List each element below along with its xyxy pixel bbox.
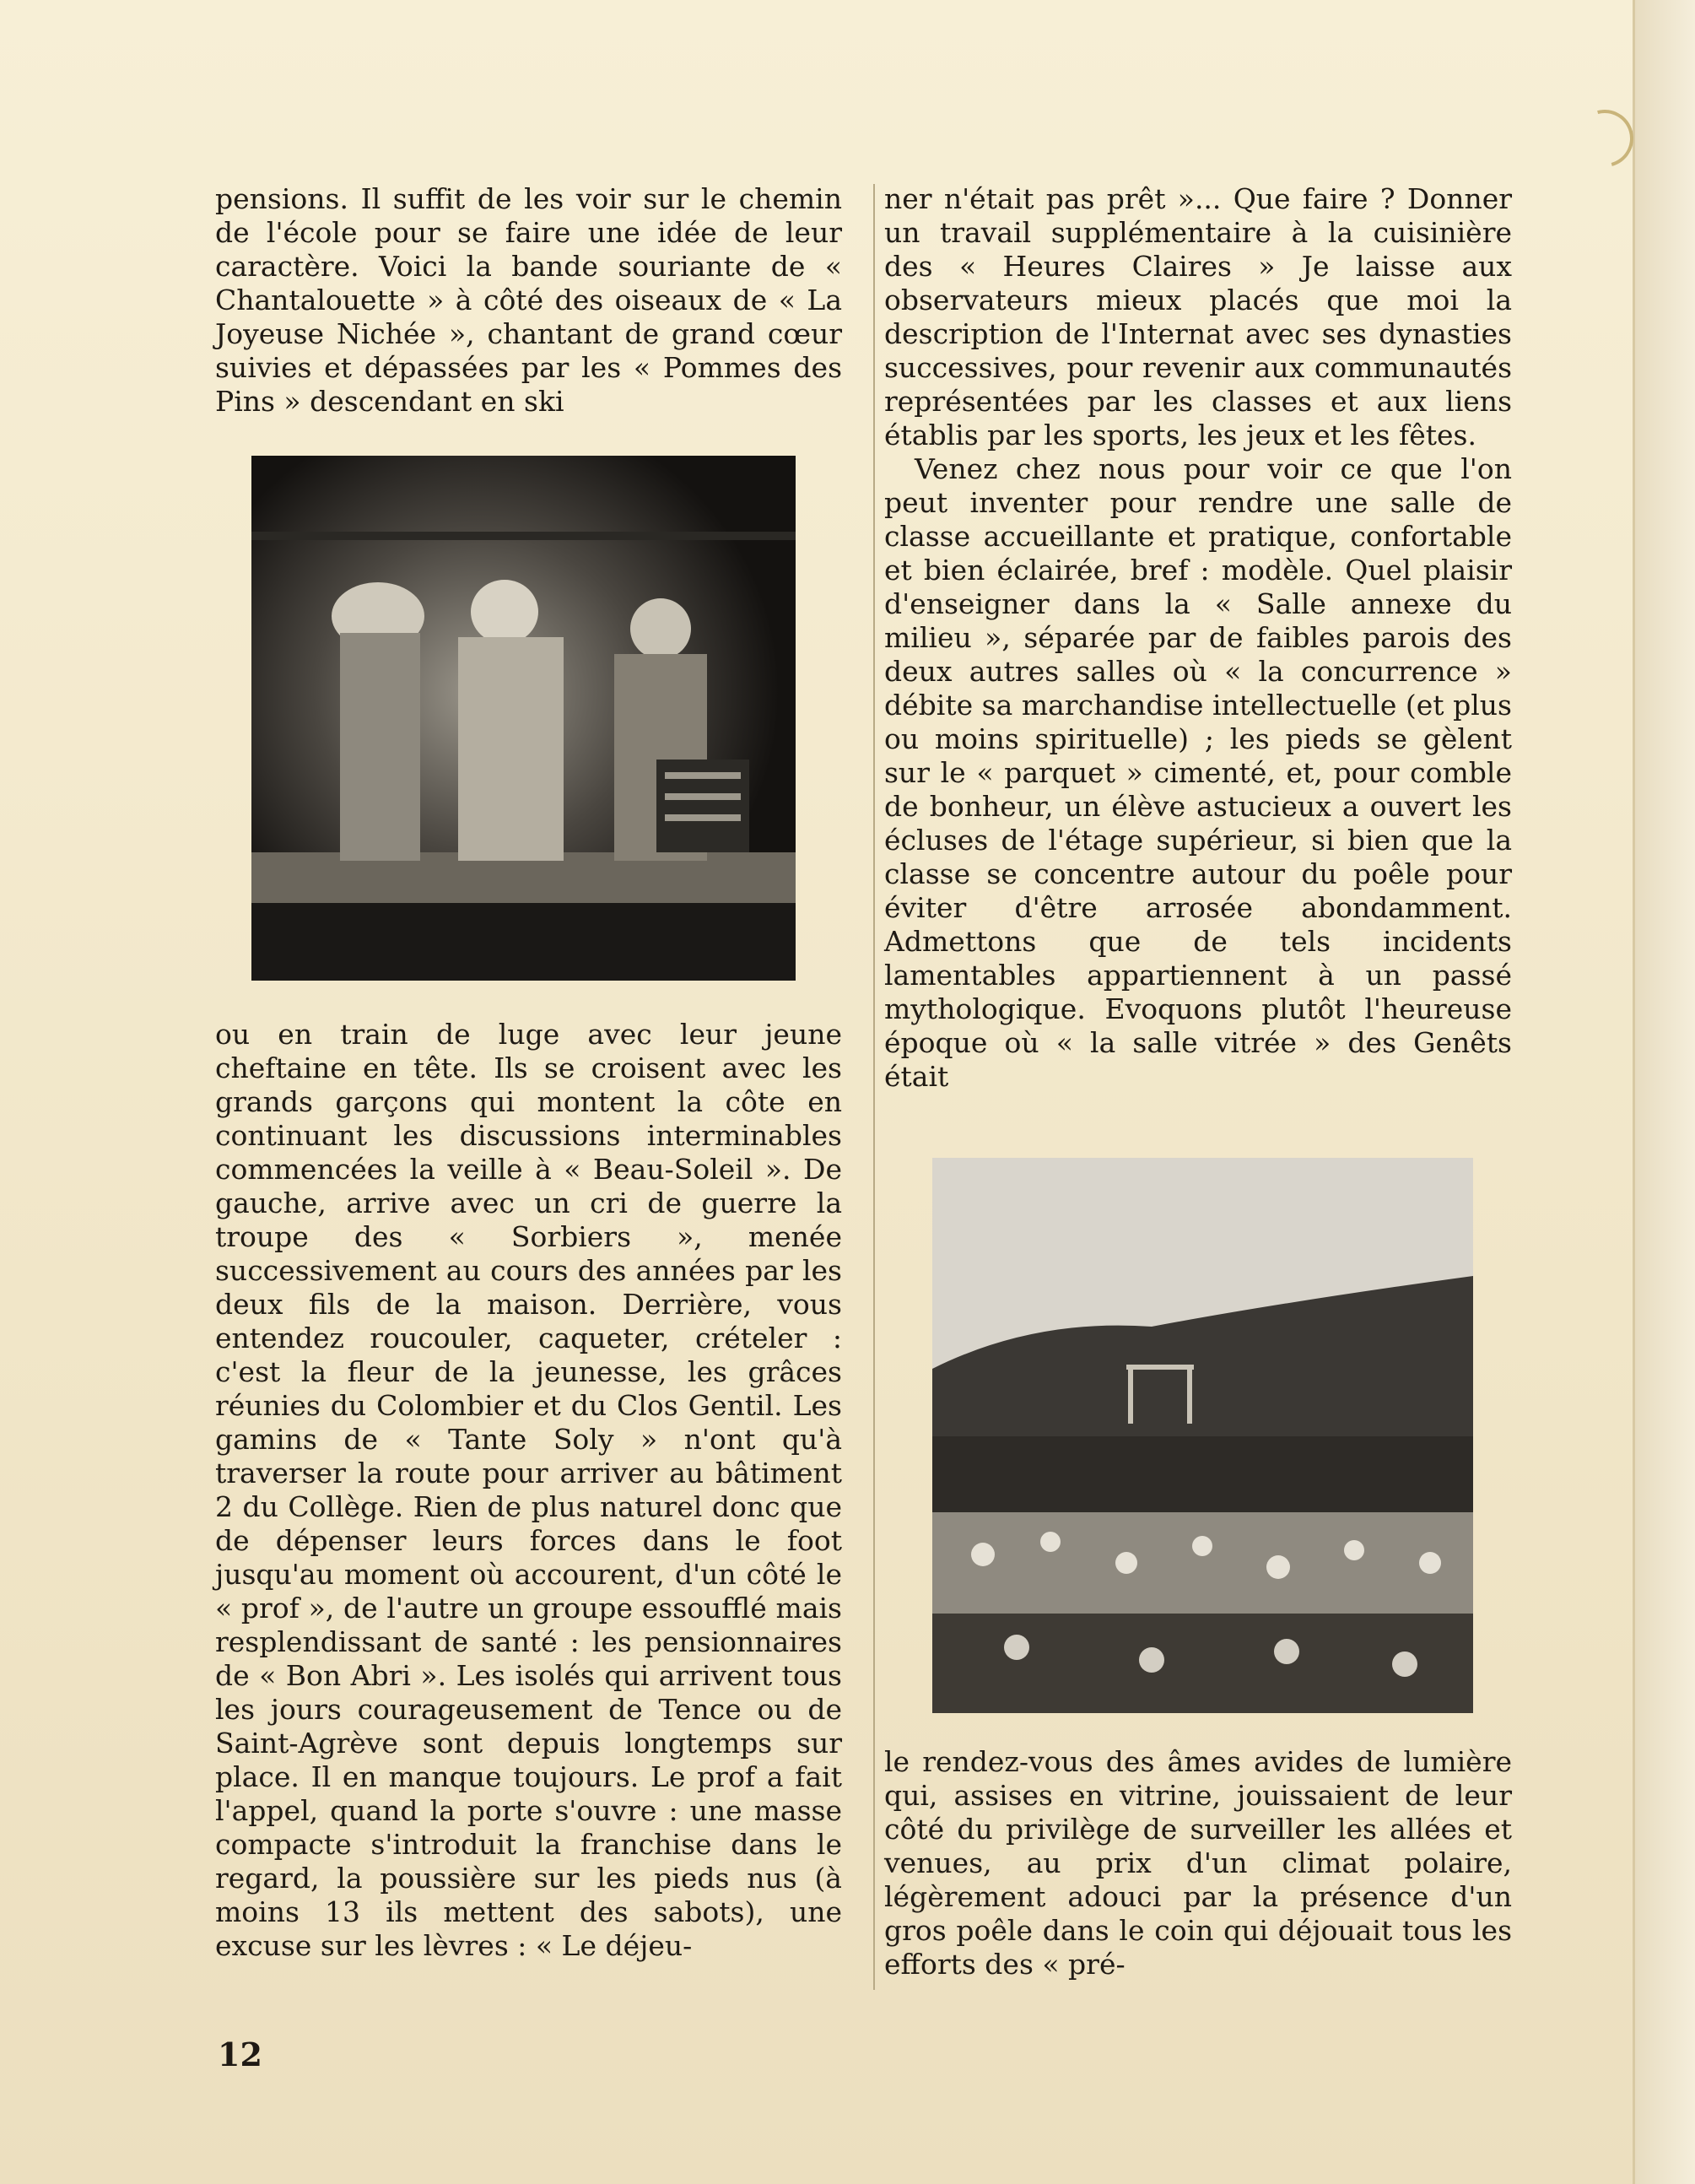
right-column-top-text xyxy=(884,182,1512,1094)
right-bottom-paragraph: le rendez-vous des âmes avides de lumière qui, assises en vitrine, jouissaient de leur côté du privilège de surveiller les allées et venues, au prix d'un climat polaire, légèrement adouci par la présence d'un gros poêle dans le coin qui déjouait tous les efforts des « pré- xyxy=(884,1745,1512,1981)
stage-photo-image xyxy=(251,456,796,981)
left-bottom-paragraph: ou en train de luge avec leur jeune cheftaine en tête. Ils se croisent avec les grands garçons qui montent la côte en continuant les discussions interminables commencées la veille à « Beau-Soleil ». De gauche, arrive avec un cri de guerre la troupe des « Sorbiers », menée successivement au cours des années par les deux fils de la maison. Derrière, vous entendez roucouler, caqueter, crételer : c'est la fleur de la jeunesse, les grâces réunies du Colombier et du Clos Gentil. Les gamins de « Tante Soly » n'ont qu'à traverser la route pour arriver au bâtiment 2 du Collège. Rien de plus naturel donc que de dépenser leurs forces dans le foot jusqu'au moment où accourent, d'un côté le « prof », de l'autre un groupe essoufflé mais resplendissant de santé : les pensionnaires de « Bon Abri ». Les isolés qui arrivent tous les jours courageusement de Tence ou de Saint-Agrève sont depuis longtemps sur place. Il en manque toujours. Le prof a fait l'appel, quand la porte s'ouvre : une masse compacte s'introduit la franchise dans le regard, la poussière sur les pieds nus (à moins 13 ils mettent des sabots), une excuse sur les lèvres : « Le déjeu- xyxy=(215,1018,842,1962)
outdoor-photo xyxy=(932,1158,1473,1713)
right-top-paragraph-2: Venez chez nous pour voir ce que l'on peut inventer pour rendre une salle de classe accueillante et pratique, confortable et bien éclairée, bref : modèle. Quel plaisir d'enseigner dans la « Salle annexe du milieu », séparée par de faibles parois des deux autres salles où « la concurrence » débite sa marchandise intellectuelle (et plus ou moins spirituelle) ; les pieds se gèlent sur le « parquet » cimenté, et, pour comble de bonheur, un élève astucieux a ouvert les écluses de l'étage supérieur, si bien que la classe se concentre autour du poêle pour éviter d'être arrosée abondamment. Admettons que de tels incidents lamentables appartiennent à un passé mythologique. Evoquons plutôt l'heureuse époque où « la salle vitrée » des Genêts était xyxy=(884,452,1512,1093)
left-column-top-text xyxy=(215,182,842,419)
left-top-paragraph: pensions. Il suffit de les voir sur le chemin de l'école pour se faire une idée de leur caractère. Voici la bande souriante de « Chantalouette » à côté des oiseaux de « La Joyeuse Nichée », chantant de grand cœur suivies et dépassées par les « Pommes des Pins » descendant en ski xyxy=(215,182,842,418)
right-column-bottom-text xyxy=(884,1745,1512,1981)
outdoor-photo-image xyxy=(932,1158,1473,1713)
right-top-paragraph-1: ner n'était pas prêt »... Que faire ? Donner un travail supplémentaire à la cuisinière des « Heures Claires » Je laisse aux observateurs mieux placés que moi la description de l'Internat avec ses dynasties successives, pour revenir aux communautés représentées par les classes et aux liens établis par les sports, les jeux et les fêtes. xyxy=(884,182,1512,451)
page-edge xyxy=(1635,0,1695,2184)
stage-photo xyxy=(251,456,796,981)
left-column-bottom-text xyxy=(215,1018,842,1963)
page-number: 12 xyxy=(218,2035,262,2073)
column-divider xyxy=(873,184,875,1990)
